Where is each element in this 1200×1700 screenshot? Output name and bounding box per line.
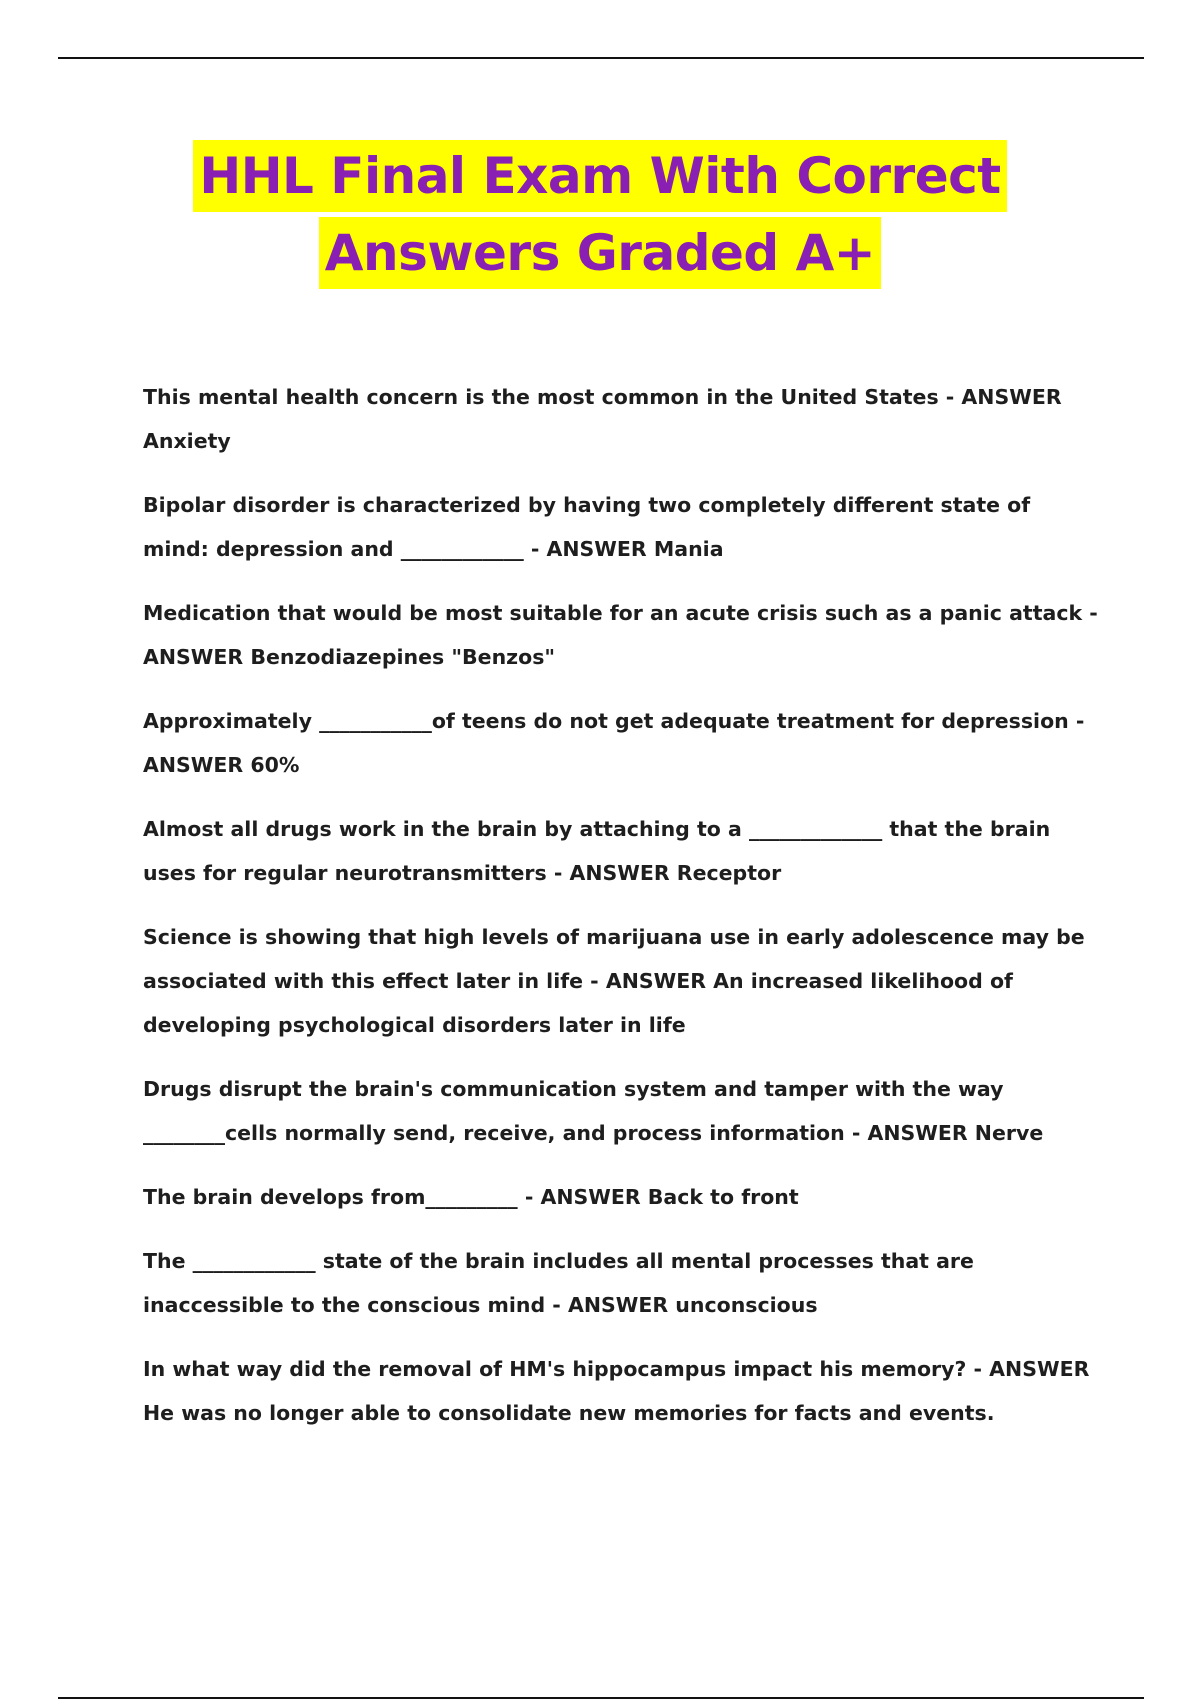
qa-item-1: This mental health concern is the most common in the United States - ANSWER Anxiety — [143, 385, 1062, 453]
document-title — [0, 140, 1200, 289]
qa-item-10: In what way did the removal of HM's hippocampus impact his memory? - ANSWER He was no longer able to consolidate new memories for facts and events. — [143, 1357, 1090, 1425]
qa-item-3: Medication that would be most suitable for an acute crisis such as a panic attack - ANSWER Benzodiazepines "Benzos" — [143, 601, 1098, 669]
top-rule — [58, 57, 1144, 59]
qa-item-6: Science is showing that high levels of marijuana use in early adolescence may be associated with this effect later in life - ANSWER An increased likelihood of developing psychological disorders later in life — [143, 925, 1085, 1037]
title-line-1: HHL Final Exam With Correct — [193, 140, 1006, 212]
qa-item-8: The brain develops from_________ - ANSWER Back to front — [143, 1185, 799, 1209]
title-line-2: Answers Graded A+ — [319, 217, 881, 289]
qa-item-9: The ____________ state of the brain includes all mental processes that are inaccessible to the conscious mind - ANSWER unconscious — [143, 1249, 974, 1317]
qa-item-4: Approximately ___________of teens do not get adequate treatment for depression - ANSWER 60% — [143, 709, 1085, 777]
qa-list — [143, 375, 1103, 1455]
qa-item-2: Bipolar disorder is characterized by having two completely different state of mind: depression and ____________ - ANSWER Mania — [143, 493, 1031, 561]
qa-item-5: Almost all drugs work in the brain by attaching to a _____________ that the brain uses for regular neurotransmitters - ANSWER Receptor — [143, 817, 1051, 885]
qa-item-7: Drugs disrupt the brain's communication system and tamper with the way ________cells normally send, receive, and process information - ANSWER Nerve — [143, 1077, 1044, 1145]
bottom-rule — [58, 1697, 1144, 1699]
